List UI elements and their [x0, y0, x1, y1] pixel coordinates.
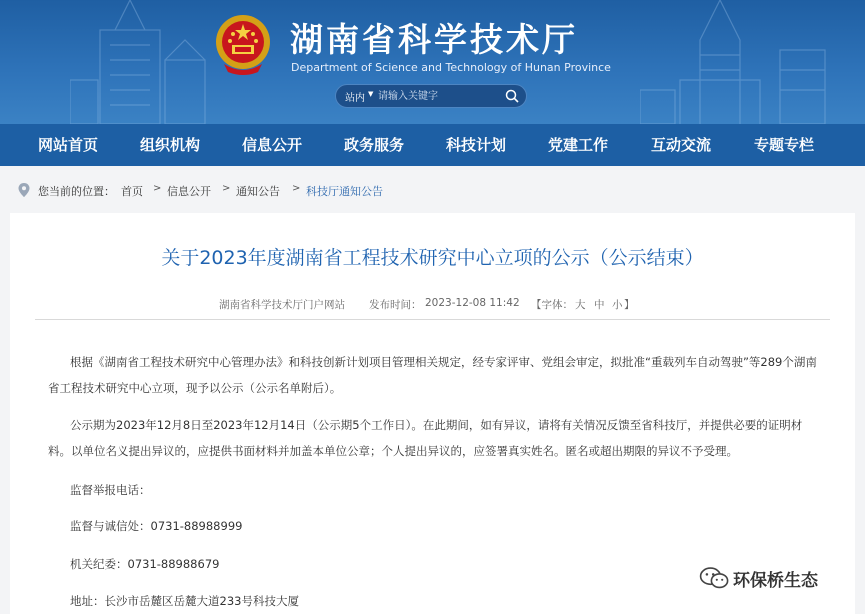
nav-item-interaction[interactable]: 互动交流	[651, 136, 712, 154]
search-input[interactable]	[378, 88, 498, 104]
breadcrumb-current[interactable]: 科技厅通知公告	[306, 185, 383, 198]
search-scope-select[interactable]: 站内	[345, 93, 365, 104]
search-box	[335, 84, 527, 108]
nav-item-government-services[interactable]: 政务服务	[344, 136, 405, 154]
nav-item-special-topics[interactable]: 专题专栏	[754, 136, 815, 154]
font-size-medium[interactable]: 中	[594, 299, 605, 311]
search-icon[interactable]	[504, 88, 520, 104]
article-title: 关于2023年度湖南省工程技术研究中心立项的公示（公示结束）	[161, 247, 704, 269]
site-subtitle: Department of Science and Technology of Hunan Province	[291, 61, 611, 74]
font-size-label: 【字体：	[531, 299, 573, 311]
breadcrumb-separator: >	[292, 183, 301, 194]
divider	[35, 319, 830, 320]
nav-item-organization[interactable]: 组织机构	[140, 136, 201, 154]
breadcrumb-notices[interactable]: 通知公告	[236, 185, 280, 198]
contact-discipline-committee: 机关纪委：0731-88988679	[70, 557, 220, 571]
nav-item-science-plans[interactable]: 科技计划	[446, 136, 507, 154]
font-size-large[interactable]: 大	[575, 299, 586, 311]
article-source: 湖南省科学技术厅门户网站	[219, 299, 345, 311]
nav-item-home[interactable]: 网站首页	[38, 136, 99, 154]
breadcrumb-separator: >	[153, 183, 162, 194]
national-emblem-icon	[214, 12, 272, 76]
skyline-left-decoration	[70, 0, 220, 124]
nav-item-party-building[interactable]: 党建工作	[548, 136, 609, 154]
main-nav	[0, 124, 865, 166]
breadcrumb-label: 您当前的位置：	[38, 185, 115, 198]
breadcrumb-home[interactable]: 首页	[121, 185, 143, 198]
location-pin-icon	[18, 183, 30, 197]
breadcrumb-separator: >	[222, 183, 231, 194]
caret-down-icon[interactable]: ▼	[368, 90, 374, 98]
site-title: 湖南省科学技术厅	[290, 20, 578, 59]
article-paragraph-2: 公示期为2023年12月8日至2023年12月14日（公示期5个工作日）。在此期间，如有异议，请将有关情况反馈至省科技厅，并提供必要的证明材料。以单位名义提出异议的，应提供书面材料并加盖本单位公章；个人提出异议的，应签署真实姓名。匿名或超出期限的异议不予受理。	[48, 418, 803, 458]
nav-item-info-disclosure[interactable]: 信息公开	[242, 136, 303, 154]
site-header	[0, 0, 865, 124]
publish-time-label: 发布时间：	[369, 299, 422, 311]
watermark-text: 环保桥生态	[733, 571, 818, 591]
publish-time: 2023-12-08 11:42	[425, 297, 520, 309]
contact-address: 地址：长沙市岳麓区岳麓大道233号科技大厦	[70, 594, 299, 608]
font-size-close: 】	[624, 299, 635, 311]
contact-integrity-office: 监督与诚信处：0731-88988999	[70, 519, 243, 533]
skyline-right-decoration	[640, 0, 840, 124]
wechat-icon	[697, 564, 733, 592]
article-paragraph-1: 根据《湖南省工程技术研究中心管理办法》和科技创新计划项目管理相关规定，经专家评审、党组会审定，拟批准“重载列车自动驾驶”等289个湖南省工程技术研究中心立项，现予以公示（公示名单附后）。	[48, 355, 817, 395]
font-size-small[interactable]: 小	[612, 299, 623, 311]
contact-heading: 监督举报电话：	[70, 483, 151, 497]
breadcrumb-info-disclosure[interactable]: 信息公开	[167, 185, 211, 198]
